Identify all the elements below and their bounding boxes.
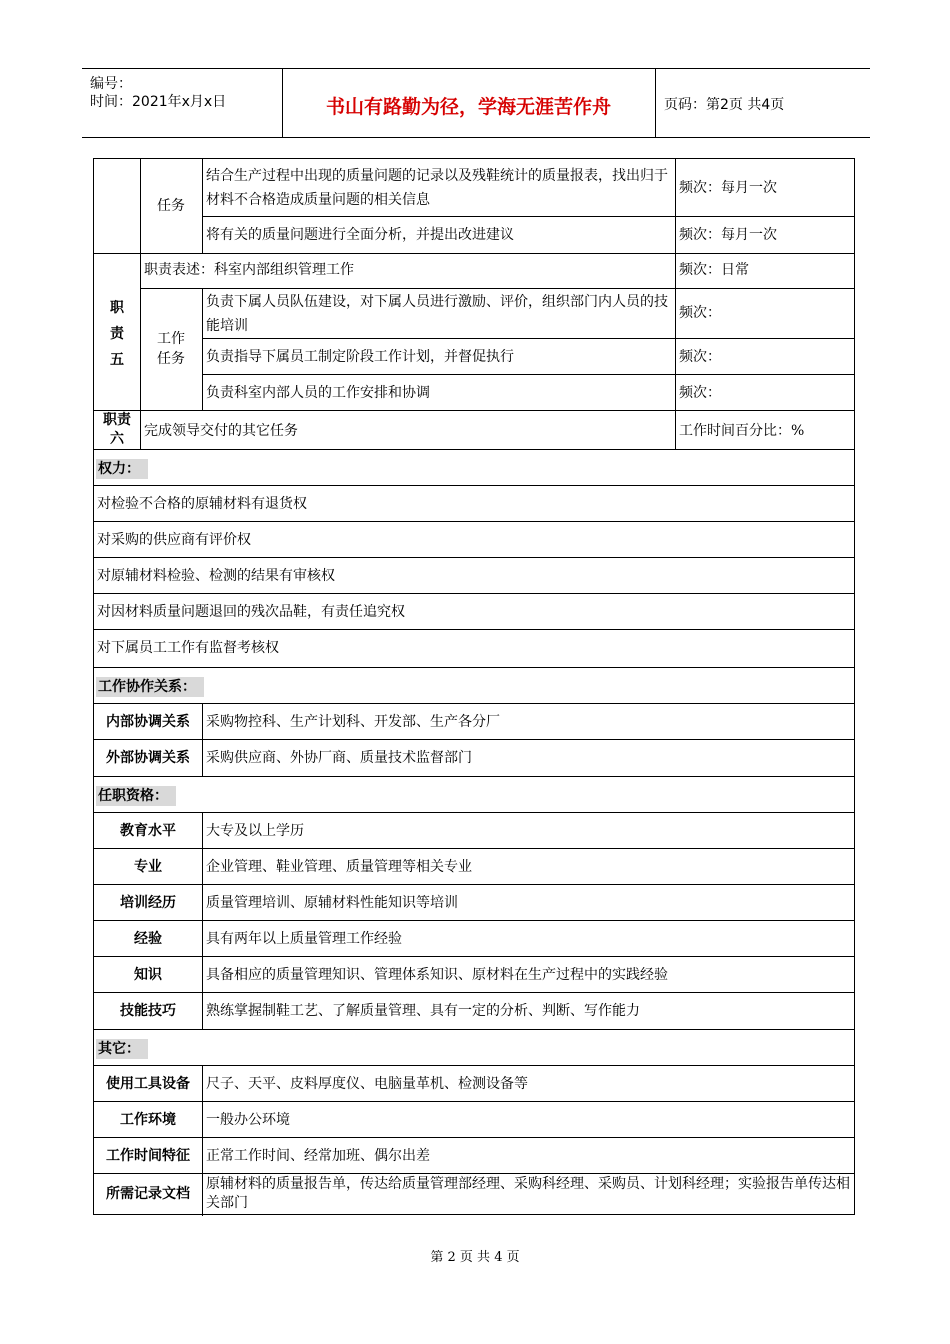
job-description-table (93, 158, 855, 1215)
relation-value-external: 采购供应商、外协厂商、质量技术监督部门 (206, 750, 472, 766)
duty4-task-2-freq: 频次：每月一次 (679, 227, 777, 243)
qual-value-major: 企业管理、鞋业管理、质量管理等相关专业 (206, 859, 472, 875)
duty5-task-2: 负责指导下属员工制定阶段工作计划，并督促执行 (206, 349, 514, 365)
qual-value-experience: 具有两年以上质量管理工作经验 (206, 931, 402, 947)
section-authority-title: 权力： (96, 459, 148, 479)
qual-value-education: 大专及以上学历 (206, 823, 304, 839)
duty5-task-1-freq: 频次： (679, 305, 721, 321)
qual-value-training: 质量管理培训、原辅材料性能知识等培训 (206, 895, 458, 911)
doc-number-label: 编号： (90, 76, 132, 92)
qual-value-skills: 熟练掌握制鞋工艺、了解质量管理、具有一定的分析、判断、写作能力 (206, 1003, 640, 1019)
duty5-label: 职 责 五 (110, 300, 124, 368)
other-label-documents: 所需记录文档 (106, 1186, 190, 1202)
page-footer: 第 2 页 共 4 页 (430, 1250, 520, 1265)
duty4-task-1-freq: 频次：每月一次 (679, 180, 777, 196)
section-other-title: 其它： (96, 1039, 148, 1059)
duty5-task-label: 工作 任务 (157, 331, 185, 367)
duty5-task-2-freq: 频次： (679, 349, 721, 365)
section-qualification-title: 任职资格： (96, 786, 176, 806)
duty5-description: 职责表述：科室内部组织管理工作 (144, 262, 354, 278)
duty6-time-percent: 工作时间百分比：% (679, 423, 805, 439)
duty5-task-1: 负责下属人员队伍建设，对下属人员进行激励、评价，组织部门内人员的技能培训 (206, 294, 668, 334)
authority-item: 对检验不合格的原辅材料有退货权 (97, 496, 307, 512)
duty5-task-3-freq: 频次： (679, 385, 721, 401)
qual-label-training: 培训经历 (120, 895, 176, 911)
other-value-tools: 尺子、天平、皮料厚度仪、电脑量革机、检测设备等 (206, 1076, 528, 1092)
duty4-task-label: 任务 (157, 198, 185, 214)
duty4-task-2: 将有关的质量问题进行全面分析，并提出改进建议 (206, 227, 514, 243)
authority-item: 对原辅材料检验、检测的结果有审核权 (97, 568, 335, 584)
page-header (82, 68, 870, 138)
qual-label-education: 教育水平 (120, 823, 176, 839)
other-value-environment: 一般办公环境 (206, 1112, 290, 1128)
duty6-text: 完成领导交付的其它任务 (144, 423, 298, 439)
section-relations-title: 工作协作关系： (96, 677, 204, 697)
other-value-work-time: 正常工作时间、经常加班、偶尔出差 (206, 1148, 430, 1164)
other-label-tools: 使用工具设备 (106, 1076, 190, 1092)
qual-label-skills: 技能技巧 (120, 1003, 176, 1019)
authority-item: 对采购的供应商有评价权 (97, 532, 251, 548)
relation-label-external: 外部协调关系 (106, 750, 190, 766)
relation-label-internal: 内部协调关系 (106, 714, 190, 730)
header-divider (655, 69, 656, 137)
duty4-task-1: 结合生产过程中出现的质量问题的记录以及残鞋统计的质量报表，找出归于材料不合格造成质量问题的相关信息 (206, 168, 668, 208)
duty6-label: 职责 六 (103, 412, 131, 447)
authority-item: 对因材料质量问题退回的残次品鞋，有责任追究权 (97, 604, 405, 620)
relation-value-internal: 采购物控科、生产计划科、开发部、生产各分厂 (206, 714, 500, 730)
other-label-environment: 工作环境 (120, 1112, 176, 1128)
duty5-task-3: 负责科室内部人员的工作安排和协调 (206, 385, 430, 401)
other-label-work-time: 工作时间特征 (106, 1148, 190, 1164)
qual-label-experience: 经验 (134, 931, 162, 947)
page-indicator: 页码：第2页 共4页 (664, 97, 785, 113)
doc-date: 时间：2021年x月x日 (90, 94, 227, 110)
qual-label-major: 专业 (134, 859, 162, 875)
other-value-documents: 原辅材料的质量报告单，传达给质量管理部经理、采购科经理、采购员、计划科经理；实验报告单传达相关部门 (206, 1176, 850, 1211)
qual-label-knowledge: 知识 (134, 967, 162, 983)
qual-value-knowledge: 具备相应的质量管理知识、管理体系知识、原材料在生产过程中的实践经验 (206, 967, 668, 983)
header-motto: 书山有路勤为径，学海无涯苦作舟 (325, 96, 611, 118)
authority-item: 对下属员工工作有监督考核权 (97, 640, 279, 656)
duty5-description-freq: 频次：日常 (679, 262, 749, 278)
